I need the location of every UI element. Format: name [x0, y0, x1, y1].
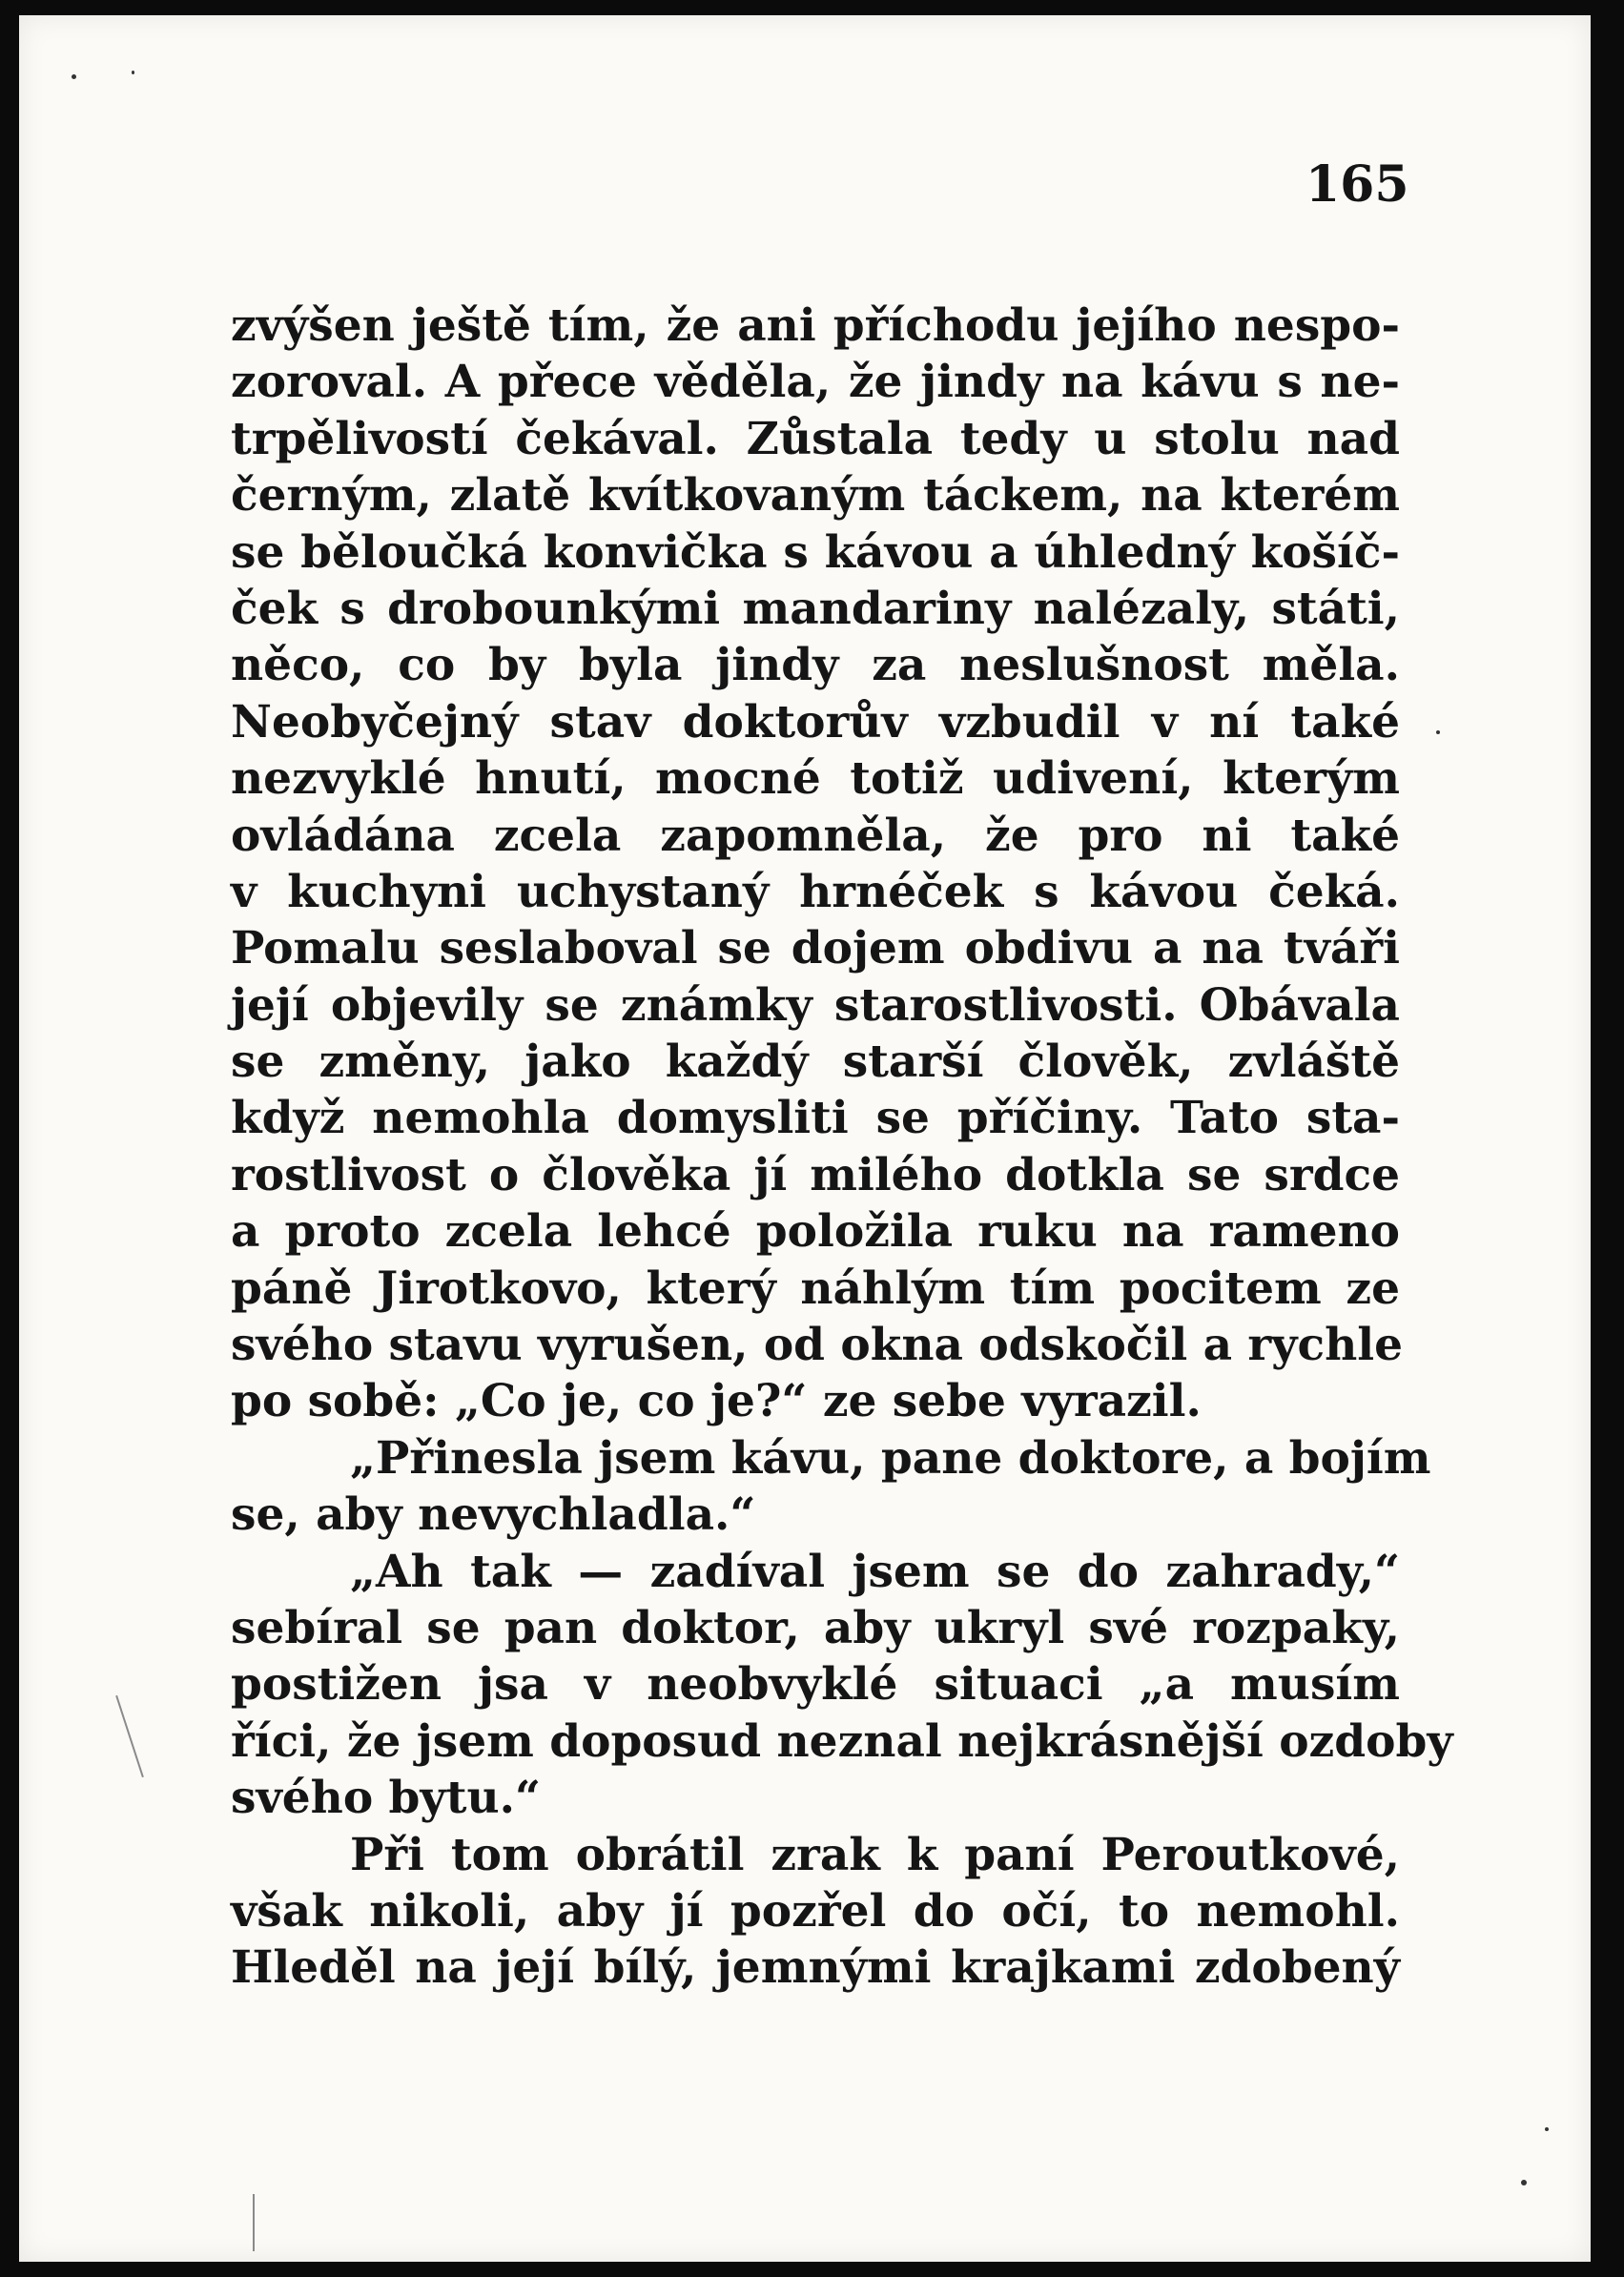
text-line: svého stavu vyrušen, od okna odskočil a rychle — [231, 1319, 1404, 1372]
dust-speck — [1521, 2180, 1527, 2185]
text-line: něco, co by byla jindy za neslušnost měla. — [231, 639, 1400, 692]
scan-scratch — [115, 1695, 144, 1777]
scan-scratch — [253, 2194, 255, 2251]
text-line: sebíral se pan doktor, aby ukryl své rozpaky, — [231, 1601, 1400, 1654]
text-line: když nemohla domysliti se příčiny. Tato sta- — [231, 1092, 1400, 1145]
text-line: Při tom obrátil zrak k paní Peroutkové, — [350, 1828, 1400, 1881]
text-line: rostlivost o člověka jí milého dotkla se srdce — [231, 1148, 1400, 1201]
text-line: její objevily se známky starostlivosti. Obávala — [231, 978, 1400, 1032]
text-line: páně Jirotkovo, který náhlým tím pocitem ze — [231, 1262, 1400, 1315]
text-line: svého bytu.“ — [231, 1772, 542, 1825]
text-line: černým, zlatě kvítkovaným táckem, na kterém — [231, 469, 1400, 523]
text-line: Neobyčejný stav doktorův vzbudil v ní také — [231, 695, 1400, 749]
text-line: a proto zcela lehcé položila ruku na rameno — [231, 1205, 1400, 1259]
text-line: v kuchyni uchystaný hrnéček s kávou čeká. — [231, 865, 1400, 918]
text-line: se, aby nevychladla.“ — [231, 1488, 756, 1542]
text-line: se změny, jako každý starší člověk, zvláště — [231, 1036, 1400, 1089]
text-line: ček s drobounkými mandariny nalézaly, státi, — [231, 582, 1400, 635]
dust-speck — [1545, 2127, 1549, 2131]
dust-speck — [132, 71, 134, 74]
book-page — [19, 15, 1591, 2262]
scan-border — [1591, 0, 1624, 2277]
text-line: však nikoli, aby jí pozřel do očí, to nemohl. — [231, 1884, 1400, 1938]
text-line: nezvyklé hnutí, mocné totiž udivení, kterým — [231, 752, 1400, 806]
text-line: „Přinesla jsem kávu, pane doktore, a bojím — [350, 1431, 1431, 1485]
text-line: se běloučká konvička s kávou a úhledný košíč- — [231, 525, 1400, 579]
text-line: zvýšen ještě tím, že ani příchodu jejího nespo- — [231, 299, 1400, 352]
text-line: zoroval. A přece věděla, že jindy na kávu s ne- — [231, 356, 1400, 409]
text-line: „Ah tak — zadíval jsem se do zahrady,“ — [350, 1545, 1400, 1598]
page-number: 165 — [1305, 155, 1409, 214]
text-line: říci, že jsem doposud neznal nejkrásnější ozdoby — [231, 1714, 1453, 1768]
body-text — [231, 297, 1453, 1997]
text-line: postižen jsa v neobvyklé situaci „a musím — [231, 1658, 1400, 1712]
text-line: trpělivostí čekával. Zůstala tedy u stolu nad — [231, 412, 1400, 465]
text-line: ovládána zcela zapomněla, že pro ni také — [231, 809, 1400, 862]
text-line: Pomalu seslaboval se dojem obdivu a na tváři — [231, 922, 1400, 975]
text-line: Hleděl na její bílý, jemnými krajkami zdobený — [231, 1941, 1400, 1995]
dust-speck — [1436, 730, 1440, 734]
dust-speck — [72, 74, 76, 79]
text-line: po sobě: „Co je, co je?“ ze sebe vyrazil. — [231, 1375, 1202, 1428]
